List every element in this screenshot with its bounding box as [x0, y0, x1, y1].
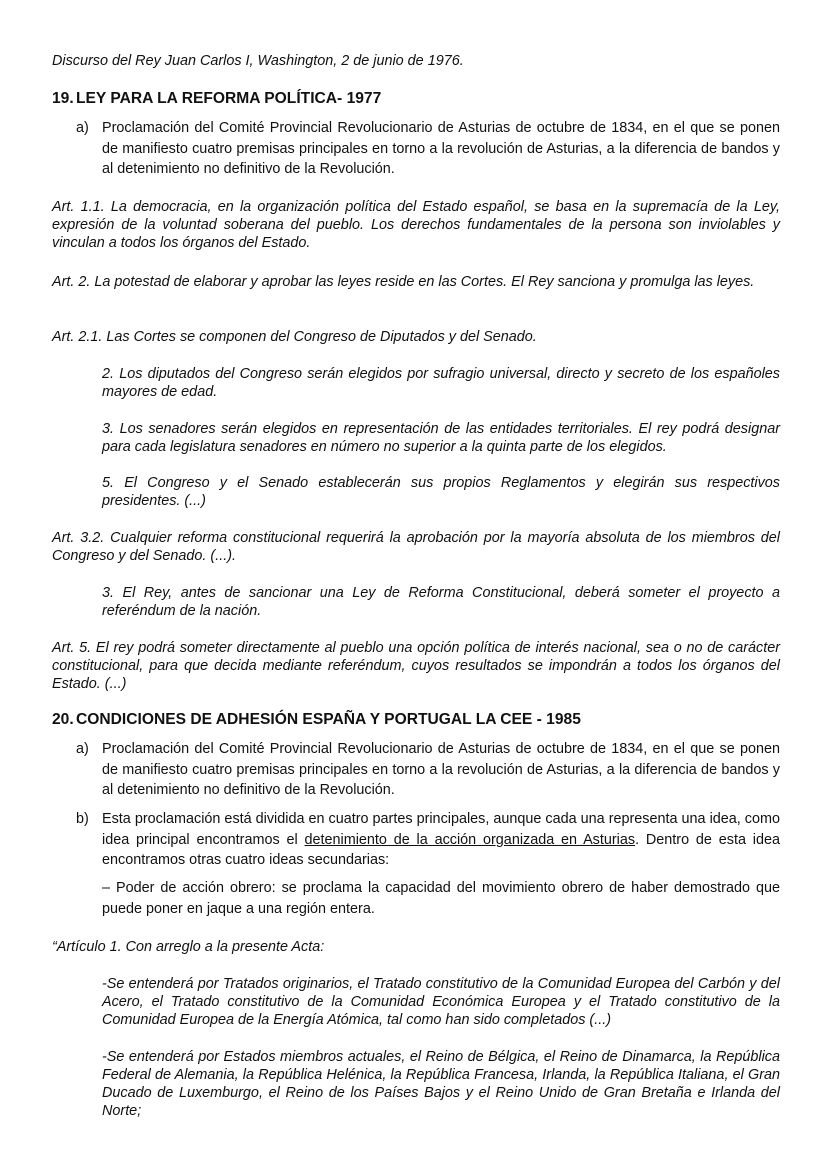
section-20-title: CONDICIONES DE ADHESIÓN ESPAÑA Y PORTUGAL LA CEE - 1985 — [76, 711, 581, 728]
article-2-point-3: 3. Los senadores serán elegidos en representación de las entidades territoriales. El rey podrá designar para cada legislatura senadores en número no superior a la quinta parte de los elegidos. — [102, 421, 780, 455]
tratados-originarios: -Se entenderá por Tratados originarios, el Tratado constitutivo de la Comunidad Europea del Carbón y del Acero, el Tratado constitutivo de la Comunidad Económica Europea y el Tratado constitutivo de la Comunidad Europea de la Energía Atómica, tal como han sido completados (...) — [102, 976, 780, 1028]
section-20-item-a — [76, 739, 780, 801]
article-2-1: Art. 2.1. Las Cortes se componen del Congreso de Diputados y del Senado. — [52, 329, 537, 345]
list-item-text — [102, 809, 780, 871]
article-3-2: Art. 3.2. Cualquier reforma constitucional requerirá la aprobación por la mayoría absoluta de los miembros del Congreso y del Senado. (...). — [52, 530, 780, 564]
item-b-text-start: Esta proclamación está dividida en cuatro partes principales, aunque cada una representa una idea, como idea principal encontramos el — [102, 811, 780, 848]
item-b-underlined-phrase: detenimiento de la acción organizada en Asturias — [304, 831, 636, 848]
intro-citation: Discurso del Rey Juan Carlos I, Washington, 2 de junio de 1976. — [52, 53, 464, 69]
section-19-item-a — [76, 118, 780, 180]
article-3-point-3: 3. El Rey, antes de sancionar una Ley de Reforma Constitucional, deberá someter el proyecto a referéndum de la nación. — [102, 585, 780, 619]
list-item-text: Proclamación del Comité Provincial Revolucionario de Asturias de octubre de 1834, en el que se ponen de manifiesto cuatro premisas principales en torno a la revolución de Asturias, a la diferencia de bandos y al detenimiento no definitivo de la Revolución. — [102, 741, 780, 798]
item-b-text-end: . Dentro de esta idea encontramos otras cuatro ideas secundarias: — [102, 831, 780, 868]
section-19-title: LEY PARA LA REFORMA POLÍTICA- 1977 — [76, 90, 382, 107]
article-5: Art. 5. El rey podrá someter directamente al pueblo una opción política de interés nacional, sea o no de carácter constitucional, para que decida mediante referéndum, cuyos resultados se impondrán a todos los órganos del Estado. (...) — [52, 640, 780, 692]
section-20-item-b — [76, 809, 780, 871]
article-2-point-2: 2. Los diputados del Congreso serán elegidos por sufragio universal, directo y secreto de los españoles mayores de edad. — [102, 366, 780, 400]
list-marker: a) — [76, 741, 89, 757]
section-19-heading — [52, 89, 381, 109]
article-2-point-5: 5. El Congreso y el Senado establecerán sus propios Reglamentos y elegirán sus respectivos presidentes. (...) — [102, 475, 780, 509]
articulo-1-intro: “Artículo 1. Con arreglo a la presente Acta: — [52, 939, 325, 955]
section-20-heading — [52, 710, 581, 730]
list-item-text: Proclamación del Comité Provincial Revolucionario de Asturias de octubre de 1834, en el que se ponen de manifiesto cuatro premisas principales en torno a la revolución de Asturias, a la diferencia de bandos y al detenimiento no definitivo de la Revolución. — [102, 120, 780, 177]
article-1-1: Art. 1.1. La democracia, en la organización política del Estado español, se basa en la supremacía de la Ley, expresión de la voluntad soberana del pueblo. Los derechos fundamentales de la persona son inviolables y vinculan a todos los órganos del Estado. — [52, 199, 780, 251]
article-2: Art. 2. La potestad de elaborar y aprobar las leyes reside en las Cortes. El Rey sanciona y promulga las leyes. — [52, 274, 755, 290]
section-20-number: 20. — [52, 711, 74, 728]
list-marker: b) — [76, 811, 89, 827]
list-marker: a) — [76, 120, 89, 136]
dash-item-poder-obrero: – Poder de acción obrero: se proclama la capacidad del movimiento obrero de haber demostrado que puede poner en jaque a una región entera. — [102, 880, 780, 917]
estados-miembros: -Se entenderá por Estados miembros actuales, el Reino de Bélgica, el Reino de Dinamarca, la República Federal de Alemania, la República Helénica, la República Francesa, Irlanda, la República Italiana, el Gran Ducado de Luxemburgo, el Reino de los Países Bajos y el Reino Unido de Gran Bretaña e Irlanda del Norte; — [102, 1049, 780, 1119]
section-19-number: 19. — [52, 90, 74, 107]
